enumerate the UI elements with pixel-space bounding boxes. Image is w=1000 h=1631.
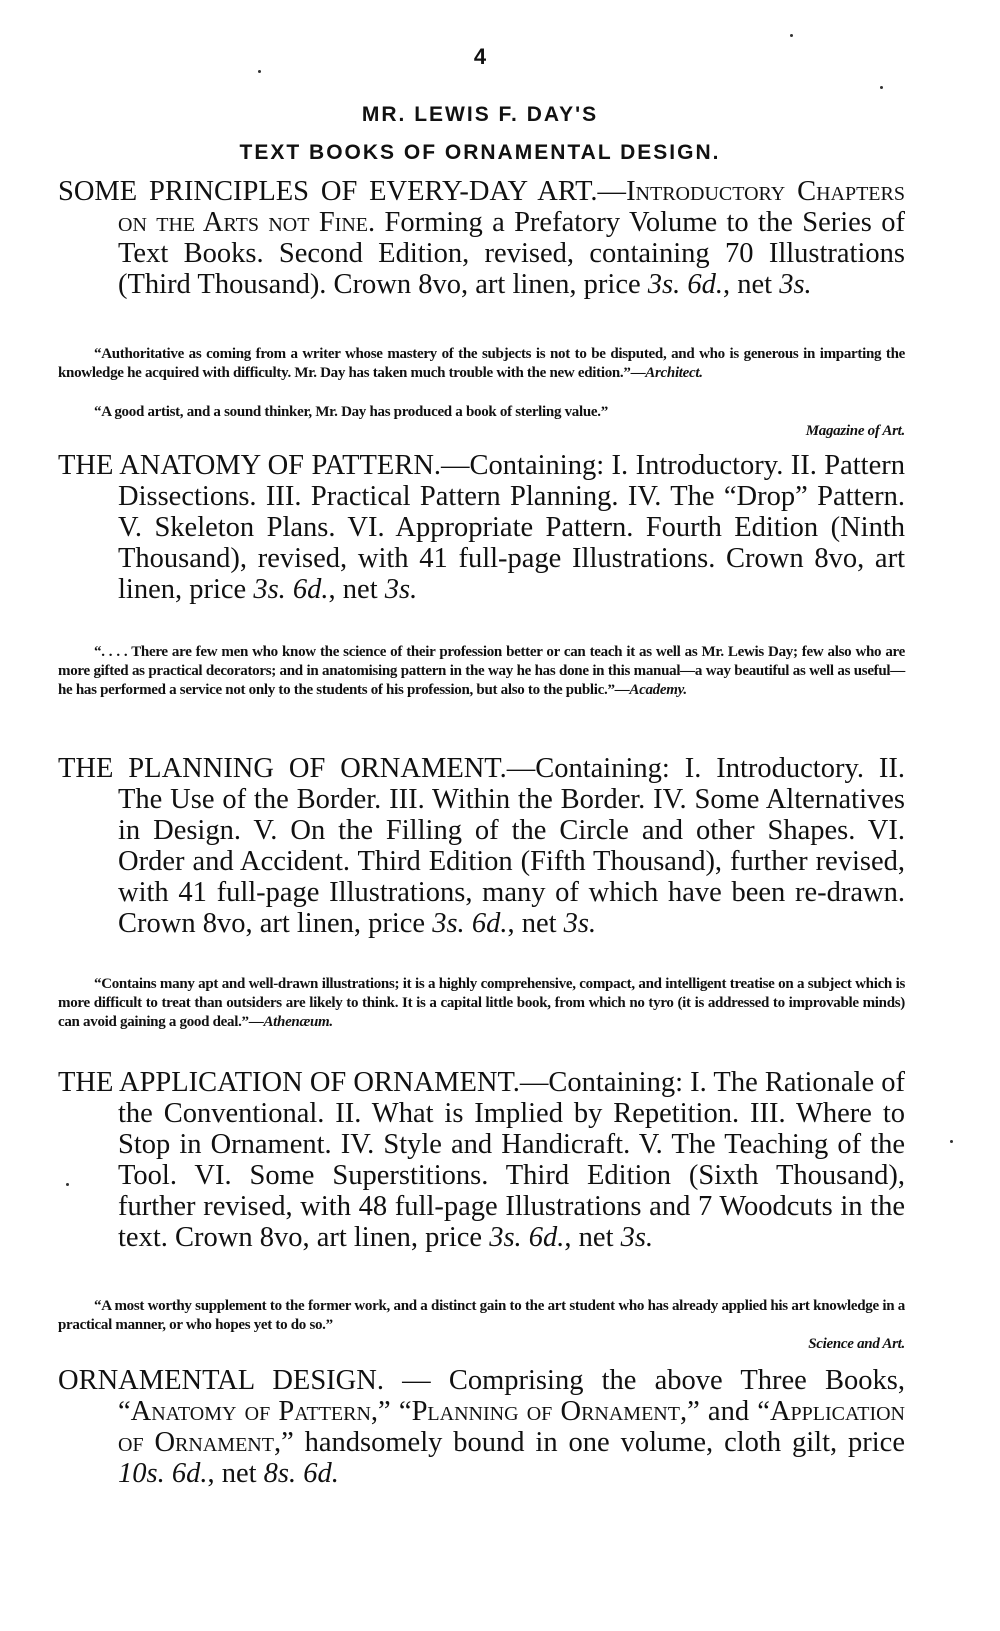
price-pence: 6d. — [292, 574, 329, 605]
price: 3s. — [432, 908, 465, 939]
price-pence: 6d. — [528, 1222, 565, 1253]
book-subtitle: Introductory Chapters on the Arts not Fine. — [118, 176, 905, 238]
price-pence: 6d. — [471, 908, 508, 939]
net-label: , net — [207, 1458, 264, 1489]
book-entry-anatomy — [58, 450, 905, 605]
book-title: ORNAMENTAL DESIGN. — — [58, 1365, 449, 1396]
series-author-heading: MR. LEWIS F. DAY'S — [361, 103, 599, 126]
included-title: Anatomy of Pattern — [130, 1396, 371, 1427]
price-pence: 6d. — [171, 1458, 208, 1489]
review-quote — [58, 403, 905, 441]
net-price: 3s. — [620, 1222, 654, 1253]
included-title: Application of Ornament — [118, 1396, 905, 1458]
book-description: Containing: I. Introductory. II. Pattern Dissections. III. Practical Pattern Planning. IV. The “Drop” Pattern. V. Skeleton Plans. VI. Appropriate Pattern. Fourth Edition (Ninth Thousand), revised, with 41 full-page Illustrations. Crown 8vo, art linen, price — [118, 450, 905, 605]
review-quote — [58, 975, 905, 1032]
quote-text: “A good artist, and a sound thinker, Mr. Day has produced a book of sterling value.” — [94, 404, 608, 420]
net-price: 8s. 6d. — [263, 1458, 339, 1489]
book-description: Comprising the above Three Books, “ — [118, 1365, 905, 1427]
book-description: Containing: I. Introductory. II. The Use of the Border. III. Within the Border. IV. Some Alternatives in Design. V. On the Filling of the Circle and other Shapes. VI. Order and Accident. Third Edition (Fifth Thousand), further revised, with 41 full-page Illustrations, many of which have been re-drawn. Crown 8vo, art linen, price — [118, 753, 905, 939]
quote-text: “A most worthy supplement to the former work, and a distinct gain to the art student who has already applied his art knowledge in a practical manner, or who hopes yet to do so.” — [58, 1298, 905, 1333]
page-number: 4 — [473, 44, 487, 69]
book-title: THE PLANNING OF ORNAMENT.— — [58, 753, 536, 784]
punctuation: ,” “ — [370, 1396, 412, 1427]
net-label: , net — [328, 574, 385, 605]
book-description: Containing: I. The Rationale of the Conventional. II. What is Implied by Repetition. III. Where to Stop in Ornament. IV. Style and Handicraft. V. The Teaching of the Tool. VI. Some Superstitions. Third Edition (Sixth Thousand), further revised, with 48 full-page Illustrations and 7 Woodcuts in the text. Crown 8vo, art linen, price — [118, 1067, 905, 1253]
quote-source: Academy. — [629, 682, 687, 698]
net-label: , net — [723, 269, 780, 300]
print-speck — [66, 1183, 69, 1186]
book-description: ,” handsomely bound in one volume, cloth gilt, price — [273, 1427, 905, 1458]
review-quote — [58, 643, 905, 700]
book-description: Forming a Prefatory Volume to the Series of Text Books. Second Edition, revised, containing 70 Illustrations (Third Thousand). Crown 8vo, art linen, price — [118, 207, 905, 300]
review-quote — [58, 1297, 905, 1354]
quote-source: Architect. — [645, 365, 703, 381]
book-title: THE APPLICATION OF ORNAMENT.— — [58, 1067, 549, 1098]
quote-source: Magazine of Art. — [805, 423, 905, 439]
book-entry-planning — [58, 753, 905, 939]
quote-text: “Authoritative as coming from a writer whose mastery of the subjects is not to be disputed, and who is generous in imparting the knowledge he acquired with difficulty. Mr. Day has taken much trouble with the new edition.”— — [58, 346, 905, 381]
book-title: SOME PRINCIPLES OF EVERY-DAY ART.— — [58, 176, 627, 207]
quote-source: Science and Art. — [808, 1336, 905, 1352]
print-speck — [258, 70, 261, 73]
book-entry-principles — [58, 176, 905, 300]
net-label: , net — [564, 1222, 621, 1253]
net-label: , net — [507, 908, 564, 939]
series-title-heading: TEXT BOOKS OF ORNAMENTAL DESIGN. — [239, 141, 721, 164]
book-entry-ornamental-design — [58, 1365, 905, 1489]
included-title: Planning of Ornament — [411, 1396, 680, 1427]
quote-source: Athenæum. — [263, 1014, 333, 1030]
quote-text: “. . . . There are few men who know the science of their profession better or can teach it as well as Mr. Lewis Day; few also who are more gifted as practical decorators; and in anatomising pattern in the way he has done in this manual—a way beautiful as well as useful—he has performed a service not only to the students of his profession, but also to the public.”— — [58, 644, 905, 698]
net-price: 3s. — [384, 574, 418, 605]
print-speck — [880, 86, 883, 89]
book-entry-application — [58, 1067, 905, 1253]
price: 3s. — [489, 1222, 522, 1253]
price: 3s. — [647, 269, 681, 300]
book-title: THE ANATOMY OF PATTERN.— — [58, 450, 470, 481]
review-quote — [58, 345, 905, 383]
net-price: 3s. — [779, 269, 812, 300]
punctuation: ,” and “ — [679, 1396, 770, 1427]
net-price: 3s. — [563, 908, 597, 939]
price-pence: 6d. — [687, 269, 723, 300]
quote-text: “Contains many apt and well-drawn illustrations; it is a highly comprehensive, compact, and intelligent treatise on a subject which is more difficult to treat than outsiders are likely to think. It is a capital little book, from which no tyro (it is addressed to improvable minds) can avoid gaining a good deal.”— — [58, 976, 905, 1030]
print-speck — [790, 34, 793, 37]
price: 3s. — [253, 574, 286, 605]
print-speck — [950, 1140, 953, 1143]
price: 10s. — [118, 1458, 165, 1489]
